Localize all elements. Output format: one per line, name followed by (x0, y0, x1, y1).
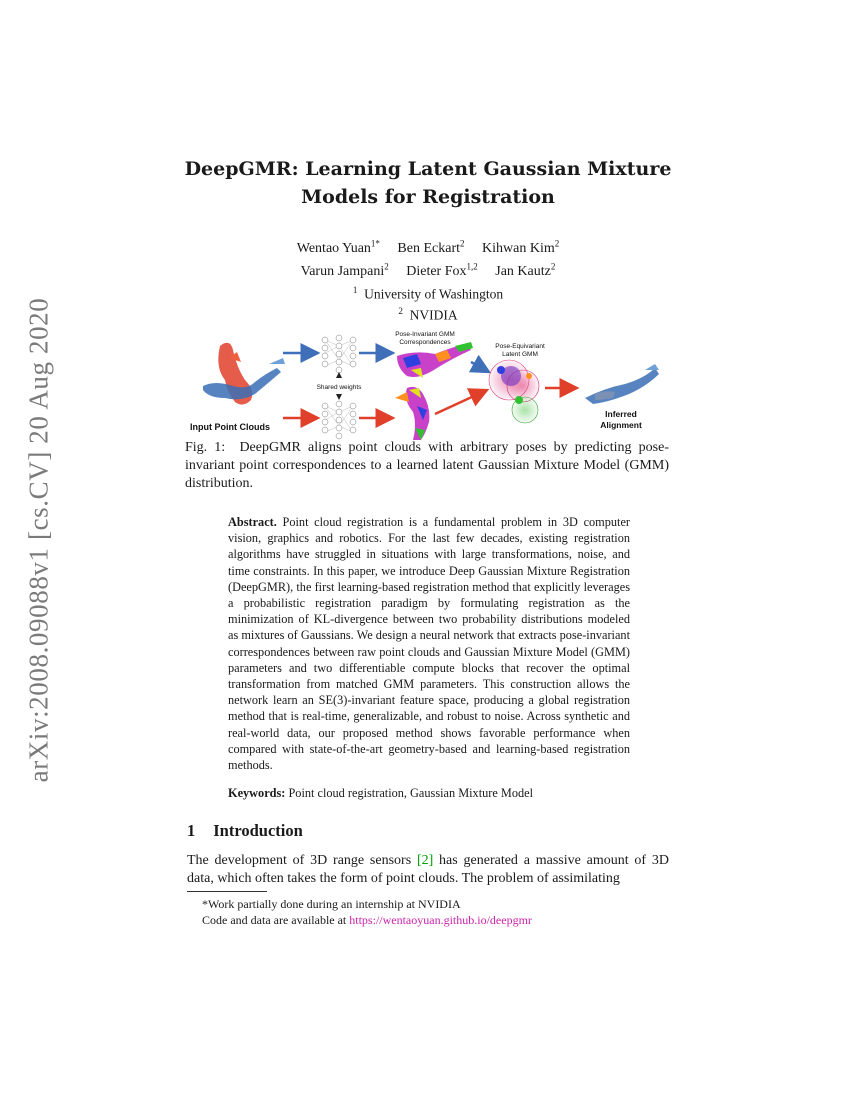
author-affil-mark: 2 (550, 261, 556, 272)
figure-1-pipeline (185, 328, 670, 440)
affiliation-name: University of Washington (364, 286, 504, 302)
arrow-blue-gmm (471, 362, 489, 372)
author-affil-mark: 2 (384, 261, 389, 272)
section-number: 1 (187, 821, 196, 840)
correspondence-top-graphic (397, 342, 473, 378)
affiliation-mark: 2 (398, 305, 403, 316)
fig-label-input: Input Point Clouds (190, 422, 270, 432)
fig-label-pe-1: Pose-Equivariant (495, 343, 545, 350)
fig-label-inferred-1: Inferred (605, 409, 637, 419)
abstract-block (228, 514, 630, 773)
author-entry (482, 238, 560, 256)
arrow-red-gmm (435, 390, 487, 414)
affiliation-1 (150, 282, 706, 303)
title-line-1: DeepGMR: Learning Latent Gaussian Mixture (184, 158, 672, 180)
title-line-2: Models for Registration (301, 186, 555, 208)
author-list (150, 234, 706, 281)
caption-label: Fig. 1: (185, 440, 226, 455)
author-entry (397, 238, 465, 256)
neural-network-bottom-icon (322, 401, 356, 439)
caption-text: DeepGMR aligns point clouds with arbitrary poses by predicting pose-invariant point correspondences to a learned latent Gaussian Mixture Model (GMM) distribution. (185, 440, 669, 491)
author-entry (296, 238, 380, 256)
author-name: Kihwan Kim (482, 240, 555, 256)
author-entry (300, 261, 389, 280)
input-point-clouds-graphic (203, 343, 285, 405)
abstract-label: Abstract. (228, 515, 277, 529)
author-affil-mark: 2 (460, 238, 465, 248)
intro-paragraph (187, 852, 669, 888)
affiliation-name: NVIDIA (409, 307, 458, 322)
footnotes (202, 896, 672, 928)
author-affil-mark: 1* (370, 238, 380, 248)
affiliation-2 (150, 303, 706, 324)
keywords-label: Keywords: (228, 786, 286, 800)
footnote-rule (187, 891, 267, 892)
section-title: Introduction (213, 821, 303, 840)
keywords-text: Point cloud registration, Gaussian Mixture Model (288, 786, 534, 800)
paper-title (150, 155, 706, 211)
fig-label-inferred-2: Alignment (600, 420, 642, 430)
fig-label-pe-2: Latent GMM (502, 351, 538, 358)
intro-text-part-2: has generated a massive amount of 3D data, which often takes the form of point clouds. The problem of assimilating (187, 853, 669, 886)
author-name: Varun Jampani (300, 264, 385, 280)
latent-gmm-graphic (489, 360, 539, 423)
footnote-2 (202, 912, 672, 928)
fig-label-pi-2: Correspondences (399, 339, 451, 346)
fig-label-pi-1: Pose-Invariant GMM (395, 331, 455, 338)
author-name: Dieter Fox (406, 264, 467, 280)
inferred-alignment-graphic (585, 364, 659, 404)
author-name: Jan Kautz (495, 264, 551, 280)
affiliations (150, 282, 706, 323)
intro-text-part-1: The development of 3D range sensors (187, 853, 417, 868)
author-name: Wentao Yuan (296, 240, 371, 256)
project-url-link[interactable]: https://wentaoyuan.github.io/deepgmr (349, 913, 532, 927)
citation-link[interactable]: [2] (416, 853, 434, 868)
footnote-1: *Work partially done during an internship at NVIDIA (202, 897, 461, 911)
author-affil-mark: 1,2 (466, 261, 478, 272)
footnote-2-text: Code and data are available at (202, 913, 350, 927)
correspondence-bottom-graphic (395, 387, 429, 440)
keywords-block (228, 785, 630, 801)
section-heading (187, 821, 303, 841)
author-name: Ben Eckart (397, 240, 461, 256)
neural-network-top-icon (322, 335, 356, 373)
fig-label-shared: Shared weights (316, 384, 362, 391)
author-entry (495, 261, 556, 280)
author-entry (406, 261, 478, 280)
author-affil-mark: 2 (554, 238, 560, 248)
author-row-1 (150, 234, 706, 258)
arxiv-identifier-stamp: arXiv:2008.09088v1 [cs.CV] 20 Aug 2020 (23, 297, 54, 783)
figure-caption (185, 439, 669, 493)
abstract-text: Point cloud registration is a fundamental problem in 3D computer vision, graphics and robotics. For the last few decades, existing registration algorithms have struggled in situations with large transformations, noise, and time constraints. In this paper, we introduce Deep Gaussian Mixture Registration (DeepGMR), the first learning-based registration method that explicitly leverages a probabilistic registration paradigm by formulating registration as the minimization of KL-divergence between two probability distributions modeled as mixtures of Gaussians. We design a neural network that extracts pose-invariant correspondences between raw point clouds and Gaussian Mixture Model (GMM) parameters and two differentiable compute blocks that recover the optimal transformation from matched GMM parameters. This construction allows the network learn an SE(3)-invariant feature space, producing a global registration method that is real-time, generalizable, and robust to noise. Across synthetic and real-world data, our proposed method shows favorable performance when compared with state-of-the-art geometry-based and learning-based registration methods. (228, 515, 631, 773)
affiliation-mark: 1 (352, 285, 358, 295)
author-row-2 (150, 258, 706, 282)
